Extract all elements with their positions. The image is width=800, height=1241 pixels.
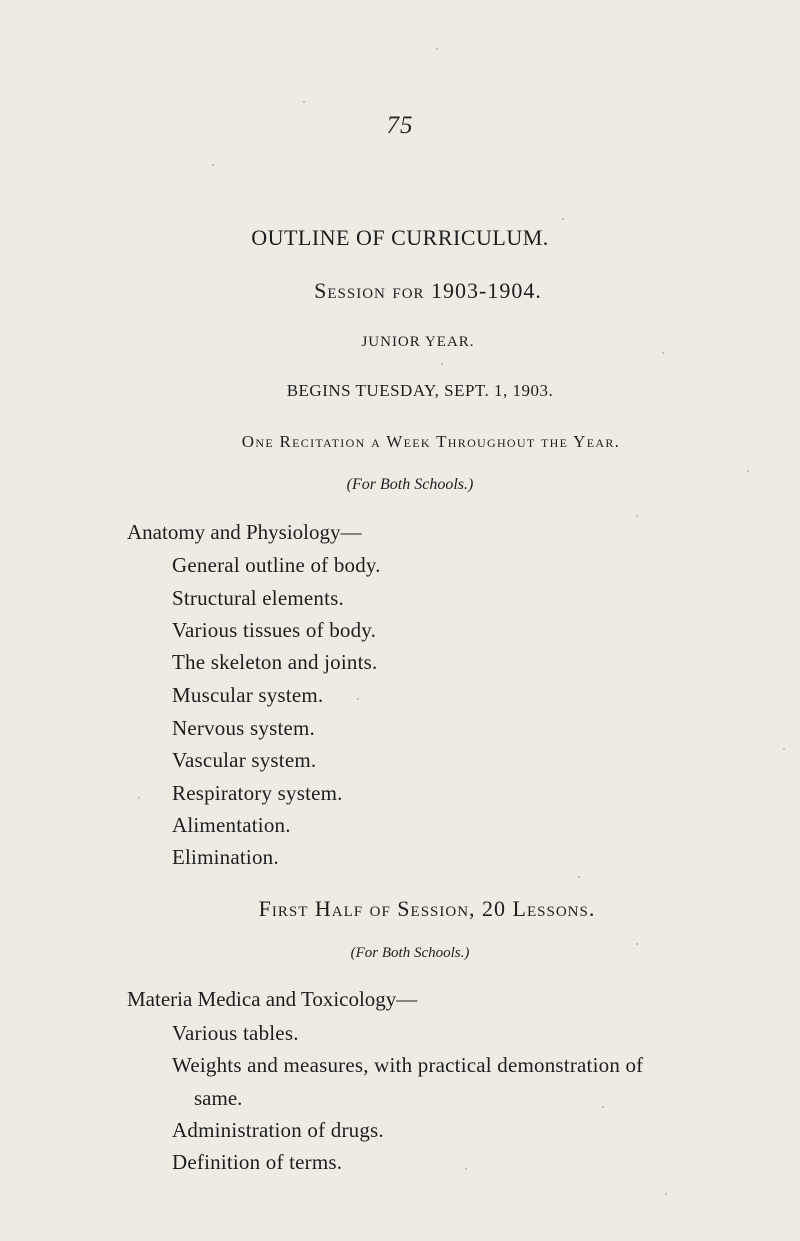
materia-item: Weights and measures, with practical demonstration of	[172, 1053, 644, 1077]
both-schools-note: (For Both Schools.)	[350, 945, 470, 961]
materia-item-continuation: same.	[194, 1086, 243, 1110]
anatomy-item: General outline of body.	[172, 553, 381, 577]
materia-heading: Materia Medica and Toxicology—	[127, 987, 418, 1011]
anatomy-item: Muscular system.	[172, 683, 324, 707]
page-number: 75	[386, 112, 414, 139]
anatomy-item: Elimination.	[172, 845, 279, 869]
first-half-line: First Half of Session, 20 Lessons.	[258, 896, 596, 921]
anatomy-item: Respiratory system.	[172, 781, 343, 805]
recitation-line: One Recitation a Week Throughout the Year.	[241, 432, 621, 451]
anatomy-item: Various tissues of body.	[172, 618, 377, 642]
materia-item: Definition of terms.	[172, 1150, 343, 1174]
anatomy-item: Alimentation.	[172, 813, 291, 837]
anatomy-item: Structural elements.	[172, 586, 344, 610]
anatomy-item: The skeleton and joints.	[172, 650, 378, 674]
page-title: OUTLINE OF CURRICULUM.	[251, 225, 549, 250]
anatomy-item: Vascular system.	[172, 748, 317, 772]
anatomy-heading: Anatomy and Physiology—	[127, 520, 362, 544]
materia-item: Administration of drugs.	[172, 1118, 384, 1142]
begins-line: BEGINS TUESDAY, SEPT. 1, 1903.	[286, 381, 554, 400]
materia-item: Various tables.	[172, 1021, 299, 1045]
both-schools-note: (For Both Schools.)	[346, 476, 474, 493]
session-line: Session for 1903-1904.	[314, 278, 542, 303]
anatomy-item: Nervous system.	[172, 716, 315, 740]
year-line: JUNIOR YEAR.	[361, 334, 475, 350]
